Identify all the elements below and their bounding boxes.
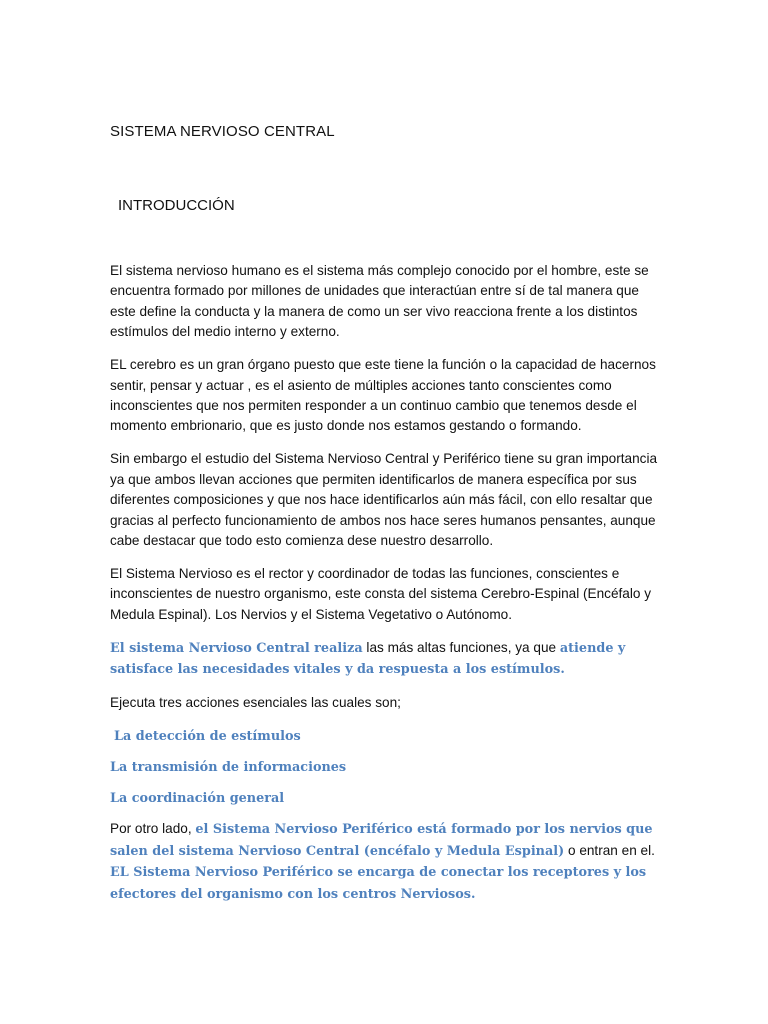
paragraph-3: Sin embargo el estudio del Sistema Nervioso Central y Periférico tiene su gran importancia ya que ambos llevan acciones que permiten identificarlos de manera específica por sus diferentes composiciones y que nos hace identificarlos aún más fácil, con ello resaltar que gracias al perfecto funcionamiento de ambos nos hace seres humanos pensantes, aunque cabe destacar que todo esto comienza dese nuestro desarrollo. xyxy=(110,451,658,549)
action-text: La detección de estímulos xyxy=(114,729,301,745)
action-item xyxy=(110,788,666,809)
action-item xyxy=(110,757,666,778)
paragraph-4: El Sistema Nervioso es el rector y coordinador de todas las funciones, conscientes e inconscientes de nuestro organismo, este consta del sistema Cerebro-Espinal (Encéfalo y Medula Espinal). Los Nervios y el Sistema Vegetativo o Autónomo. xyxy=(110,566,652,622)
document-title: SISTEMA NERVIOSO CENTRAL xyxy=(110,123,335,140)
highlight-text: EL Sistema Nervioso Periférico se encarga de conectar los receptores y los efectores del organismo con los centros Nerviosos. xyxy=(110,865,647,902)
paragraph-1: El sistema nervioso humano es el sistema más complejo conocido por el hombre, este se encuentra formado por millones de unidades que interactúan entre sí de tal manera que este define la conducta y la manera de como un ser vivo reacciona frente a los distintos estímulos del medio interno y externo. xyxy=(110,263,649,340)
plain-text: o entran en el. xyxy=(564,842,655,858)
paragraph-5 xyxy=(110,638,666,681)
action-text: La coordinación general xyxy=(110,791,285,807)
action-item xyxy=(110,726,666,747)
highlight-text: el Sistema Nervioso Periférico está formado por los nervios que salen del sistema Nervioso Central (encéfalo y Medula Espinal) xyxy=(110,822,653,859)
section-heading: INTRODUCCIÓN xyxy=(118,197,235,214)
highlight-text: El sistema Nervioso Central realiza xyxy=(110,640,363,656)
highlight-text: atiende y satisface las necesidades vitales y da respuesta a los estímulos. xyxy=(110,640,626,678)
plain-text: las más altas funciones, ya que xyxy=(362,639,560,655)
actions-intro: Ejecuta tres acciones esenciales las cuales son; xyxy=(110,695,401,711)
action-text: La transmisión de informaciones xyxy=(110,760,347,776)
paragraph-2: EL cerebro es un gran órgano puesto que este tiene la función o la capacidad de hacernos sentir, pensar y actuar , es el asiento de múltiples acciones tanto conscientes como inconscientes que nos permiten responder a un continuo cambio que tenemos desde el momento embrionario, que es justo donde nos estamos gestando o formando. xyxy=(110,357,656,434)
paragraph-last xyxy=(110,819,666,905)
document-body xyxy=(110,261,666,918)
plain-text: Por otro lado, xyxy=(110,821,196,837)
